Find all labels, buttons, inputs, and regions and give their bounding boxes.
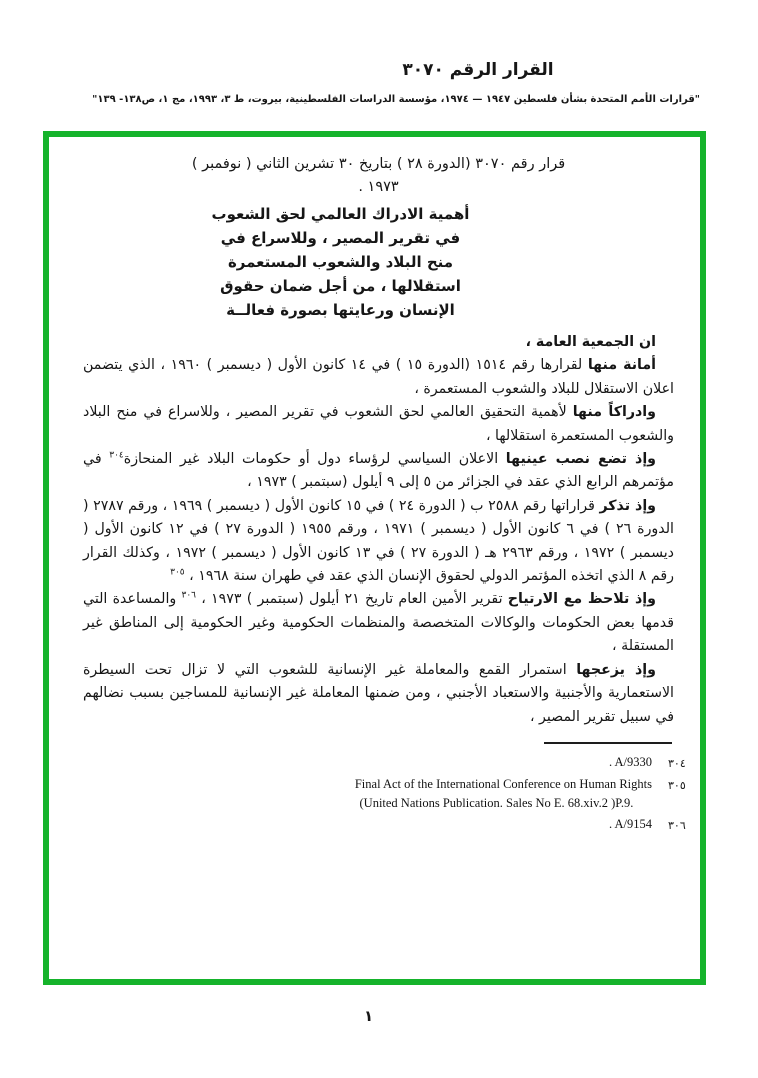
footnote [83,815,694,835]
paragraph-lead: ان الجمعية العامة ، [525,334,656,350]
paragraph-text: في مؤتمرهم الرابع الذي عقد في الجزائر من ٥ إلى ٩ أيلول (سبتمبر ) ١٩٧٣ ، [83,451,674,491]
footnote-reference: ٣٠٤ [109,450,124,461]
page-title: القرار الرقم ٣٠٧٠ [402,60,554,80]
footnotes-list [83,753,686,835]
body-paragraph [83,659,674,729]
footnote-text-line: (United Nations Publication. Sales No E. 68.xiv.2 )P.9. [359,795,634,810]
resolution-heading-line: الإنسان ورعايتها بصورة فعالــة [226,301,455,319]
document-frame [43,131,706,985]
footnotes-section [83,742,686,835]
footnote-text-line: . A/9154 [608,816,652,831]
paragraph-lead: وإذ يزعجها [576,661,656,678]
resolution-heading-line: استقلالها ، من أجل ضمان حقوق [220,277,461,295]
footnote-text-line: . A/9330 [608,754,652,769]
footnote-number: ٣٠٦ [668,818,686,832]
footnote-reference: ٣٠٦ [181,590,196,601]
footnote [83,775,694,813]
paragraph-lead: وإذ تلاحظ مع الارتياح [507,591,656,608]
body-paragraph [83,331,674,354]
paragraph-text: استمرار القمع والمعاملة غير الإنسانية للشعوب التي لا تزال تحت السيطرة الاستعمارية والأجنبية والاستعباد الأجنبي ، ومن ضمنها المعاملة غير الإنسانية للمساجين بسبب نضالهم في سبيل تقرير المصير ، [83,661,674,725]
paragraph-lead: وإذ تضع نصب عينيها [505,451,656,468]
source-citation-line: "قرارات الأمم المتحدة بشأن فلسطين ١٩٤٧ — ١٩٧٤، مؤسسة الدراسات الفلسطينية، بيروت، ط ٣، ١٩٩٣، مج ١، ص١٣٨- ١٣٩" [92,94,700,105]
paragraph-lead: أمانة منها [587,357,656,374]
footnote-text [609,815,652,834]
paragraph-lead: وإذ تذكر [599,497,656,514]
paragraph-text: لأهمية التحقيق العالمي لحق الشعوب في تقرير المصير ، وللاسراع في منح البلاد والشعوب المستعمرة استقلالها ، [83,404,674,444]
resolution-heading-line: أهمية الادراك العالمي لحق الشعوب [211,205,470,223]
paragraph-text: والمساعدة التي قدمها بعض الحكومات والوكالات المتخصصة والمنظمات الحكومية وغير الحكومية إلى المناطق غير المستقلة ، [83,591,674,655]
footnote [83,753,694,773]
body-paragraph [83,588,674,658]
resolution-body [83,331,674,729]
resolution-heading-line: منح البلاد والشعوب المستعمرة [227,253,454,271]
resolution-heading-line: في تقرير المصير ، وللاسراع في [220,229,461,247]
footnote-number: ٣٠٥ [668,778,686,792]
paragraph-text: قراراتها رقم ٢٥٨٨ ب ( الدورة ٢٤ ) في ١٥ كانون الأول ( ديسمبر ) ١٩٦٩ ، ورقم ٢٧٨٧ ( الدورة ٢٦ ) في ٦ كانون الأول ( ديسمبر ) ١٩٧١ ، ورقم ١٩٥٥ ( الدورة ٢٧ ) في ١٢ كانون الأول ( ديسمبر ) ١٩٧٢ ، ورقم ٢٩٦٣ هـ ( الدورة ٢٧ ) في ١٣ كانون الأول ( ديسمبر ) ١٩٧٢ ، وكذلك القرار رقم ٨ الذي اتخذه المؤتمر الدولي لحقوق الإنسان الذي عقد في طهران سنة ١٩٦٨ ، [83,497,674,585]
body-paragraph [83,401,674,448]
body-paragraph [83,495,674,589]
footnote-text-line: Final Act of the International Conference on Human Rights [354,776,652,791]
paragraph-lead: وادراكاً منها [572,404,656,421]
resolution-intro [83,153,674,199]
resolution-intro-line-2: ١٩٧٣ . [358,179,399,195]
resolution-heading [212,202,470,322]
footnote-number: ٣٠٤ [668,756,686,770]
footnote-separator [544,742,672,744]
footnote-text [609,753,652,772]
resolution-intro-line-1: قرار رقم ٣٠٧٠ (الدورة ٢٨ ) بتاريخ ٣٠ تشرين الثاني ( نوفمبر ) [191,156,566,172]
paragraph-text: الاعلان السياسي لرؤساء دول أو حكومات البلاد غير المنحازة [123,451,506,468]
body-paragraph [83,354,674,401]
paragraph-text: لقرارها رقم ١٥١٤ (الدورة ١٥ ) في ١٤ كانون الأول ( ديسمبر ) ١٩٦٠ ، الذي يتضمن اعلان الاستقلال للبلاد والشعوب المستعمرة ، [83,357,674,397]
paragraph-text: تقرير الأمين العام تاريخ ٢١ أيلول (سبتمبر ) ١٩٧٣ ، [196,591,508,608]
body-paragraph [83,448,674,495]
footnote-reference: ٣٠٥ [170,567,185,578]
page-number: ١ [364,1007,374,1025]
footnote-text [355,775,652,813]
